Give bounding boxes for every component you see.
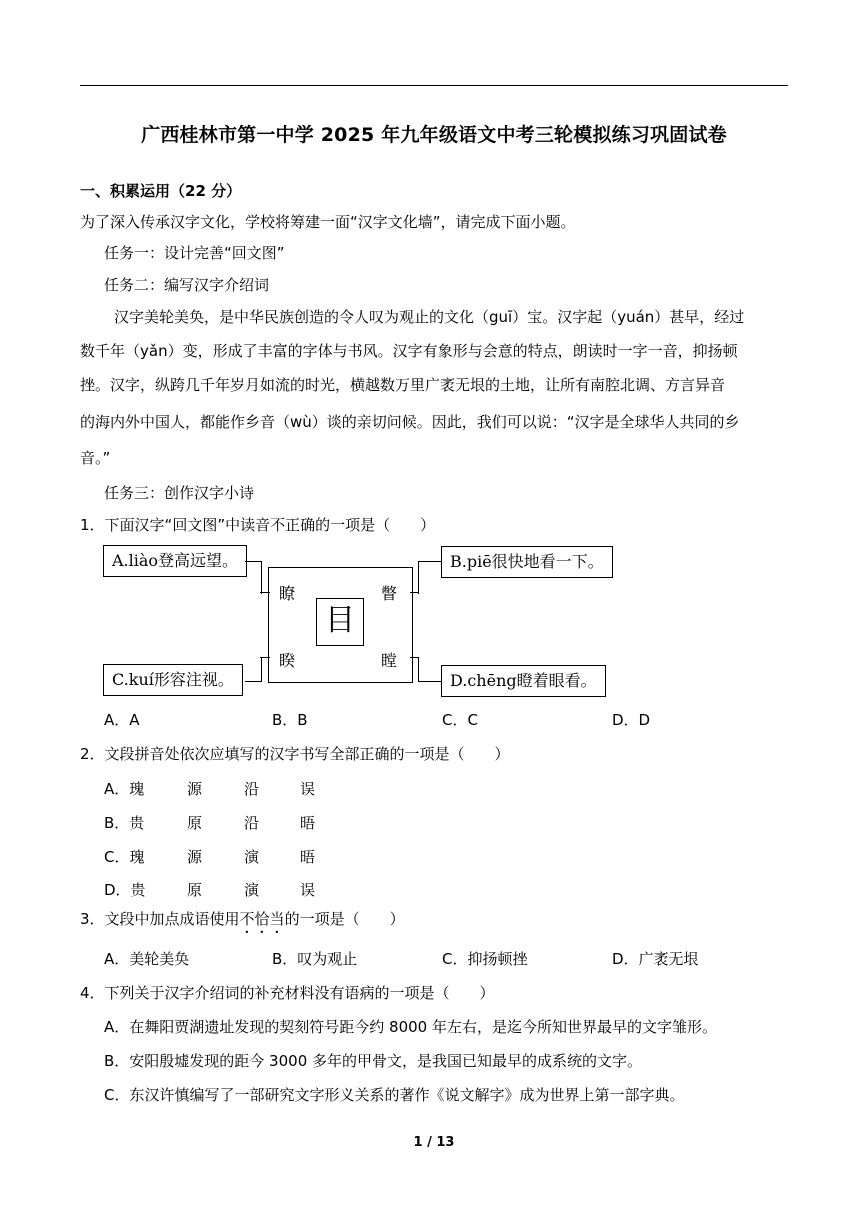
section-heading: 一、积累运用（22 分）: [80, 182, 242, 200]
connector-a-stub: [260, 592, 270, 593]
task-one: 任务一：设计完善“回文图”: [104, 244, 285, 262]
q3-option-c: C．抑扬顿挫: [442, 950, 528, 968]
q2-c-c2: 源: [187, 848, 203, 866]
q1-option-d: D．D: [612, 711, 651, 729]
connector-d: [418, 657, 442, 682]
connector-c: [245, 657, 262, 682]
connector-b: [418, 561, 442, 594]
q2-a-c1: A．瑰: [104, 780, 145, 798]
q2-b-c2: 原: [187, 814, 203, 832]
q4-option-c: C．东汉许慎编写了一部研究文字形义关系的著作《说文解字》成为世界上第一部字典。: [104, 1086, 685, 1104]
q2-d-c4: 误: [300, 881, 316, 899]
document-title: 广西桂林市第一中学 2025 年九年级语文中考三轮模拟练习巩固试卷: [141, 124, 727, 146]
task-two: 任务二：编写汉字介绍词: [104, 276, 270, 294]
passage-line-4: 的海内外中国人，都能作乡音（wù）谈的亲切问候。因此，我们可以说：“汉字是全球华人共同的乡: [80, 413, 740, 431]
q3-option-d: D．广袤无垠: [612, 950, 699, 968]
q2-b-c4: 晤: [300, 814, 316, 832]
connector-d-stub: [410, 657, 419, 658]
char-bottom-left: 睽: [279, 651, 296, 670]
header-rule: [80, 85, 788, 86]
question-1: 1．下面汉字“回文图”中读音不正确的一项是（ ）: [80, 516, 436, 534]
center-character: 目: [316, 598, 364, 646]
q2-a-c3: 沿: [244, 780, 260, 798]
q4-option-b: B．安阳殷墟发现的距今 3000 多年的甲骨文，是我国已知最早的成系统的文字。: [104, 1052, 643, 1070]
q4-option-a: A．在舞阳贾湖遗址发现的契刻符号距今约 8000 年左右，是迄今所知世界最早的文字雏形。: [104, 1018, 717, 1036]
q1-option-b: B．B: [272, 711, 308, 729]
question-2: 2．文段拼音处依次应填写的汉字书写全部正确的一项是（ ）: [80, 745, 510, 763]
option-box-a: A.liào登高远望。: [103, 545, 247, 577]
q1-option-a: A．A: [104, 711, 140, 729]
question-3: [80, 908, 405, 937]
q2-c-c3: 演: [244, 848, 260, 866]
q2-b-c3: 沿: [244, 814, 260, 832]
connector-c-stub: [260, 657, 270, 658]
connector-a: [245, 561, 262, 594]
option-box-b: B.piē很快地看一下。: [441, 546, 613, 578]
page-number: 1 / 13: [413, 1135, 455, 1150]
q3-prefix: 3．文段中加点成语使用: [80, 910, 240, 928]
intro-text: 为了深入传承汉字文化，学校将筹建一面“汉字文化墙”，请完成下面小题。: [80, 213, 576, 231]
connector-b-stub: [410, 592, 419, 593]
q3-dotted-phrase: 不恰当: [239, 910, 285, 928]
q2-c-c4: 晤: [300, 848, 316, 866]
q3-option-a: A．美轮美奂: [104, 950, 190, 968]
q2-a-c4: 误: [300, 780, 316, 798]
option-box-d: D.chēng瞪着眼看。: [441, 665, 606, 697]
q2-d-c3: 演: [244, 881, 260, 899]
passage-line-5: 音。”: [80, 449, 111, 467]
q1-option-c: C．C: [442, 711, 478, 729]
q3-option-b: B．叹为观止: [272, 950, 358, 968]
q2-d-c1: D．贵: [104, 881, 146, 899]
passage-line-2: 数千年（yǎn）变，形成了丰富的字体与书风。汉字有象形与会意的特点，朗读时一字一音，抑扬顿: [80, 342, 738, 360]
q2-d-c2: 原: [187, 881, 203, 899]
char-top-left: 瞭: [279, 584, 296, 603]
question-4: 4．下列关于汉字介绍词的补充材料没有语病的一项是（ ）: [80, 984, 495, 1002]
char-bottom-right: 瞠: [381, 651, 398, 670]
task-three: 任务三：创作汉字小诗: [104, 484, 255, 502]
q2-a-c2: 源: [187, 780, 203, 798]
passage-line-1: 汉字美轮美奂，是中华民族创造的令人叹为观止的文化（guī）宝。汉字起（yuán）甚早，经过: [114, 308, 745, 326]
q2-c-c1: C．瑰: [104, 848, 145, 866]
option-box-c: C.kuí形容注视。: [103, 664, 243, 696]
q2-b-c1: B．贵: [104, 814, 145, 832]
q3-suffix: 的一项是（ ）: [284, 910, 405, 928]
char-top-right: 瞥: [381, 584, 398, 603]
passage-line-3: 挫。汉字，纵跨几千年岁月如流的时光，横越数万里广袤无垠的土地，让所有南腔北调、方言异音: [80, 376, 726, 394]
